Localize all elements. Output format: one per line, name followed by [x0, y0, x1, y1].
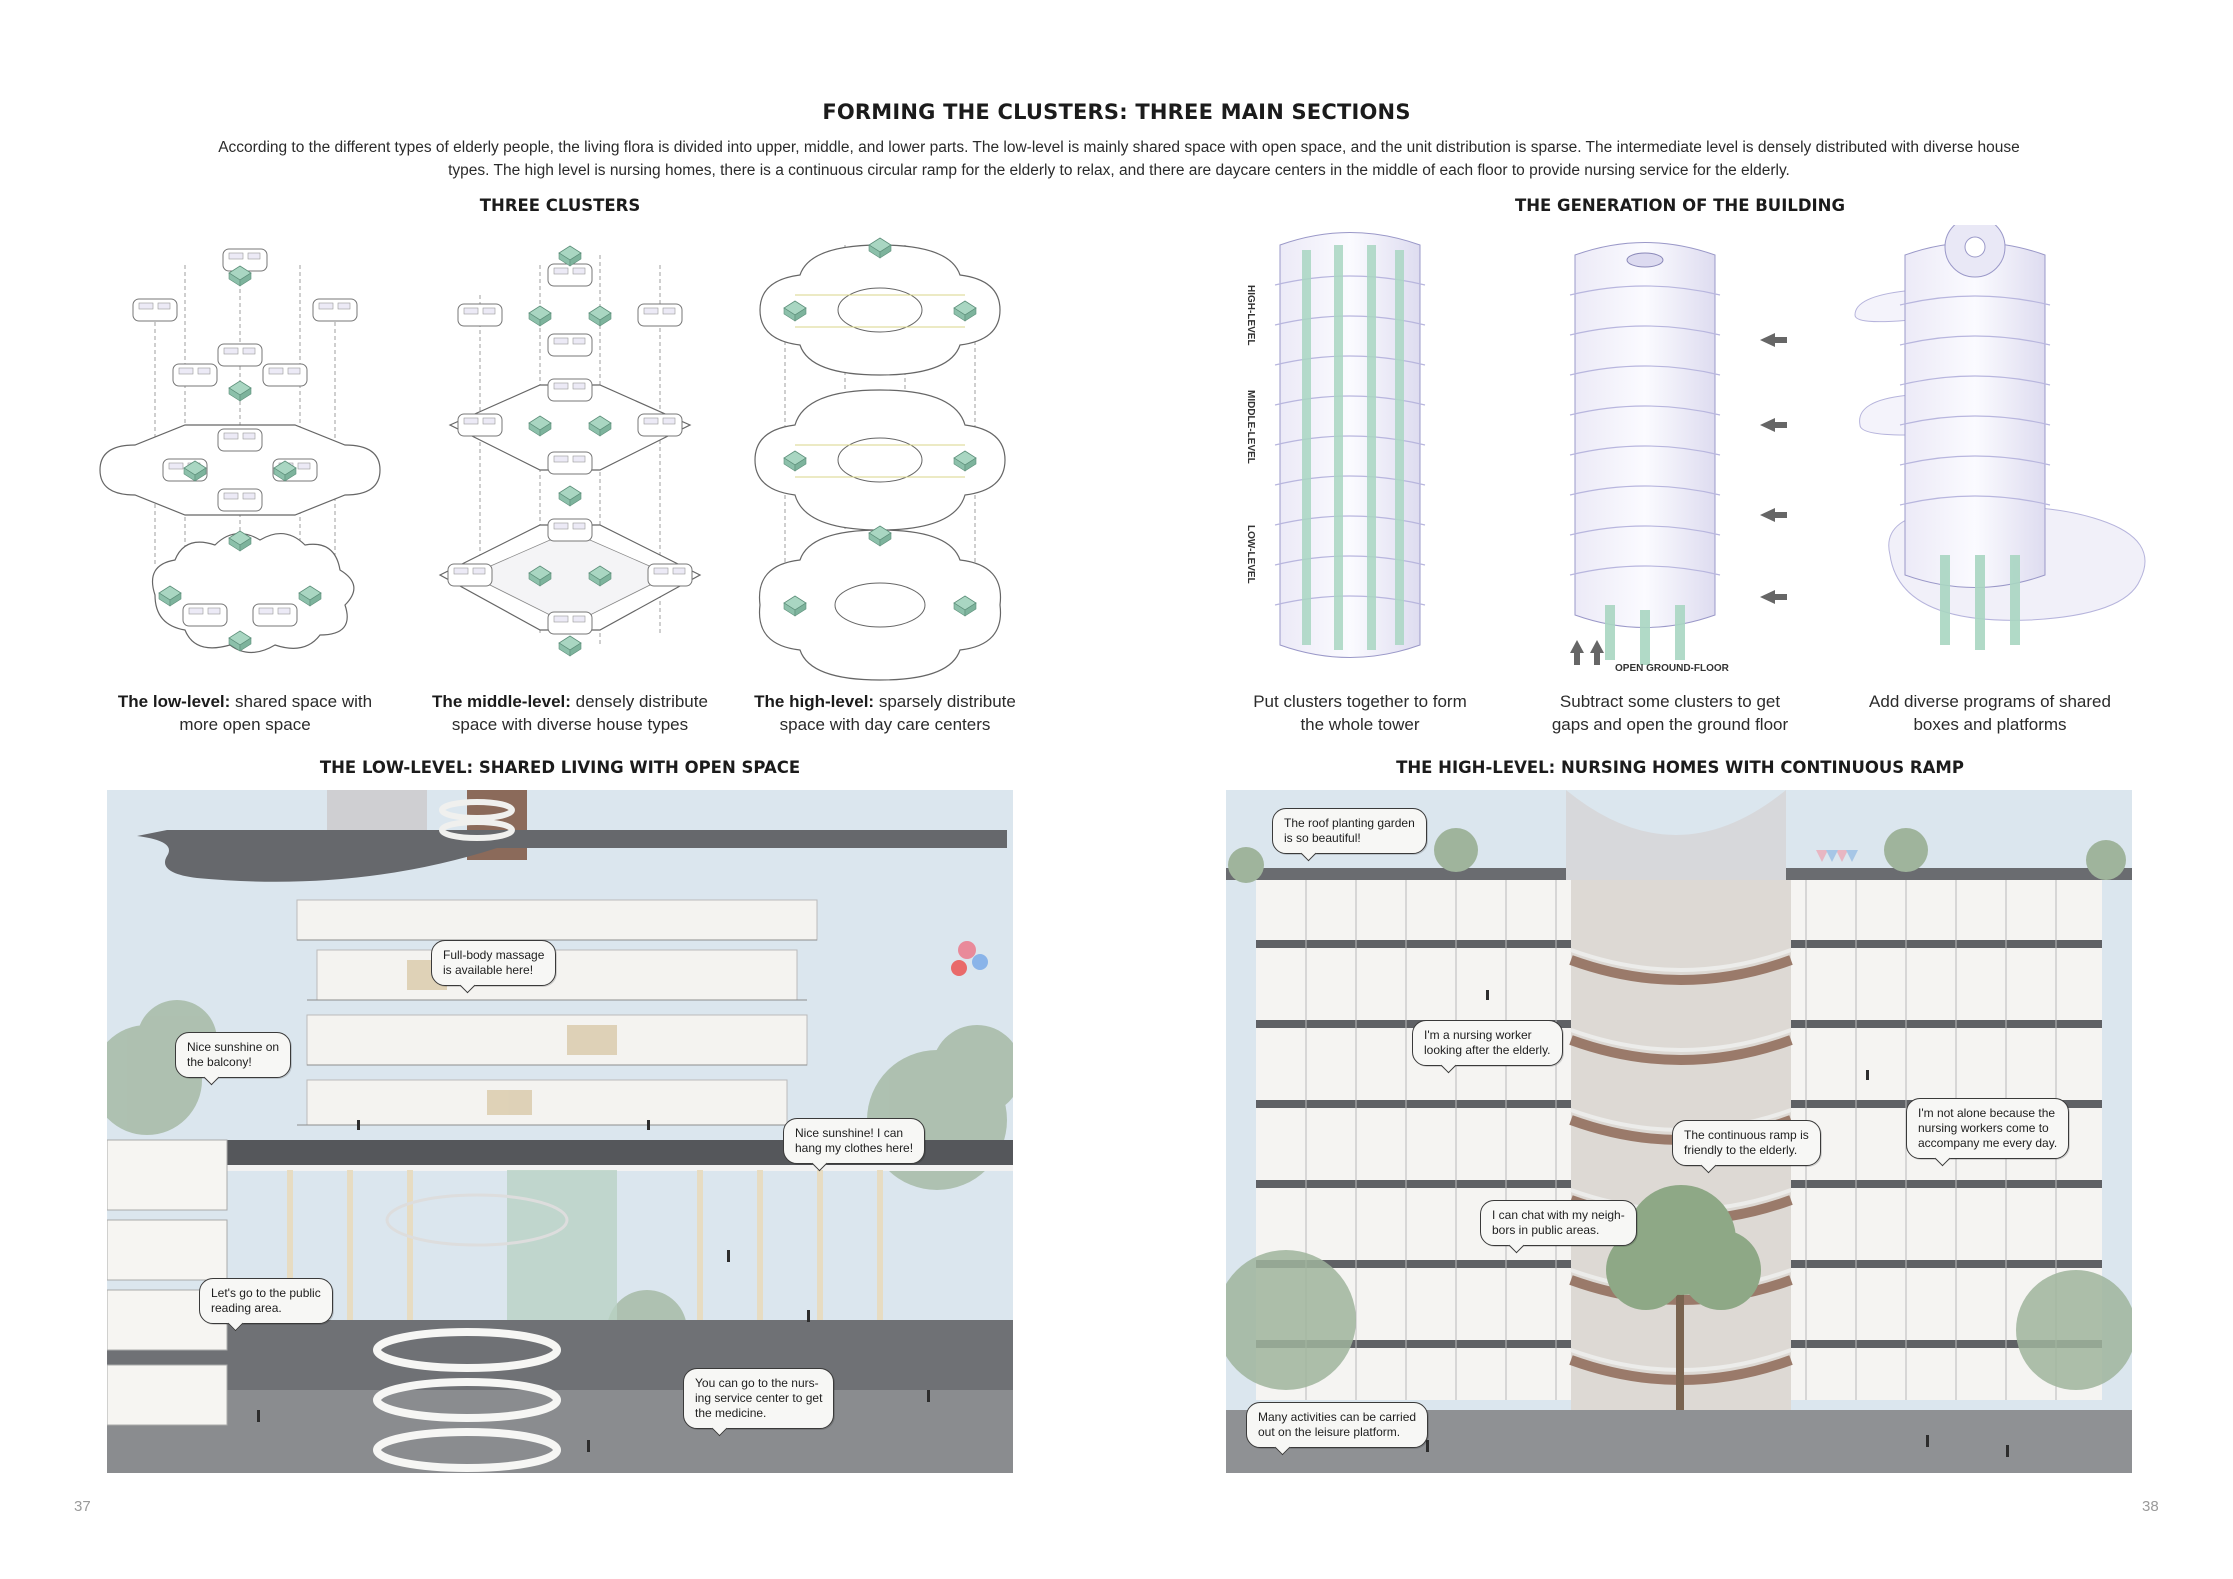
not-alone-bubble-line1: I'm not alone because the	[1918, 1106, 2056, 1120]
high-level-caption-bold: The high-level:	[754, 692, 875, 711]
nursing-service-bubble-line2: ing service center to get	[695, 1391, 823, 1405]
reading-bubble	[199, 1278, 333, 1324]
nursing-service-bubble-line1: You can go to the nurs-	[695, 1376, 819, 1390]
not-alone-bubble	[1906, 1098, 2069, 1159]
generation-caption-1-line2: the whole tower	[1300, 715, 1420, 734]
generation-caption-3	[1835, 690, 2145, 736]
continuous-ramp-bubble-line1: The continuous ramp is	[1684, 1128, 1809, 1142]
low-level-caption-text: shared space with	[230, 692, 373, 711]
intro-line-2: types. The high level is nursing homes, there is a continuous circular ramp for the elderly to relax, and there are daycare centers in the middle of each floor to provide nursing service for the elderly.	[448, 162, 1790, 179]
open-ground-floor-label: OPEN GROUND-FLOOR	[1615, 663, 1729, 674]
balcony-bubble	[175, 1032, 291, 1078]
tower-whole-diagram	[1275, 233, 1425, 658]
low-level-heading: THE LOW-LEVEL: SHARED LIVING WITH OPEN SPACE	[319, 758, 801, 777]
low-level-section-render	[107, 790, 1013, 1473]
page-number-left: 37	[74, 1498, 91, 1515]
leisure-platform-bubble	[1246, 1402, 1428, 1448]
chat-neighbors-bubble-line2: bors in public areas.	[1492, 1223, 1600, 1237]
generation-caption-2-line2: gaps and open the ground floor	[1551, 715, 1789, 734]
reading-bubble-line1: Let's go to the public	[211, 1286, 321, 1300]
nursing-worker-bubble-line1: I'm a nursing worker	[1424, 1028, 1532, 1042]
three-clusters-diagrams	[95, 235, 1125, 685]
middle-level-caption-bold: The middle-level:	[432, 692, 571, 711]
generation-caption-3-line2: boxes and platforms	[1913, 715, 2067, 734]
high-level-section-render	[1226, 790, 2132, 1473]
not-alone-bubble-line2: nursing workers come to	[1918, 1121, 2049, 1135]
intro-line-1: According to the different types of elderly people, the living flora is divided into upper, middle, and lower parts. The low-level is mainly shared space with open space, and the unit distribution is sparse. The intermediate level is densely distributed with diverse house	[218, 139, 2020, 156]
massage-bubble-line2: is available here!	[443, 963, 534, 977]
leisure-platform-bubble-line1: Many activities can be carried	[1258, 1410, 1417, 1424]
middle-level-cluster-diagram	[440, 246, 700, 656]
middle-level-caption-line2: space with diverse house types	[451, 715, 689, 734]
generation-caption-2-line1: Subtract some clusters to get	[1559, 692, 1781, 711]
middle-level-caption-text: densely distribute	[570, 692, 708, 711]
not-alone-bubble-line3: accompany me every day.	[1918, 1136, 2058, 1150]
generation-caption-1	[1210, 690, 1510, 736]
roof-garden-bubble	[1272, 808, 1427, 854]
high-level-caption	[735, 690, 1035, 736]
chat-neighbors-bubble-line1: I can chat with my neigh-	[1492, 1208, 1625, 1222]
nursing-service-bubble-line3: the medicine.	[695, 1406, 767, 1420]
low-level-caption	[100, 690, 390, 736]
intro-paragraph	[104, 136, 2134, 182]
three-clusters-heading: THREE CLUSTERS	[479, 196, 641, 215]
balcony-bubble-line2: the balcony!	[187, 1055, 252, 1069]
middle-level-caption	[420, 690, 720, 736]
nursing-worker-bubble-line2: looking after the elderly.	[1424, 1043, 1551, 1057]
leisure-platform-bubble-line2: out on the leisure platform.	[1258, 1425, 1401, 1439]
generation-caption-2	[1520, 690, 1820, 736]
generation-caption-1-line1: Put clusters together to form	[1253, 692, 1467, 711]
low-level-caption-bold: The low-level:	[117, 692, 231, 711]
clothes-bubble-line2: hang my clothes here!	[795, 1141, 914, 1155]
middle-level-label: MIDDLE-LEVEL	[1245, 390, 1256, 464]
clothes-bubble	[783, 1118, 925, 1164]
high-level-heading: THE HIGH-LEVEL: NURSING HOMES WITH CONTINUOUS RAMP	[1396, 758, 1964, 777]
page-title: FORMING THE CLUSTERS: THREE MAIN SECTIONS	[822, 100, 1411, 124]
massage-bubble	[431, 940, 556, 986]
tower-programs-diagram	[1855, 225, 2145, 650]
high-level-cluster-diagram	[755, 238, 1005, 680]
reading-bubble-line2: reading area.	[211, 1301, 282, 1315]
low-level-caption-line2: more open space	[179, 715, 311, 734]
low-level-cluster-diagram	[100, 249, 380, 653]
generation-heading: THE GENERATION OF THE BUILDING	[1514, 196, 1846, 215]
high-level-caption-line2: space with day care centers	[779, 715, 991, 734]
nursing-service-bubble	[683, 1368, 834, 1429]
chat-neighbors-bubble	[1480, 1200, 1637, 1246]
continuous-ramp-bubble	[1672, 1120, 1821, 1166]
continuous-ramp-bubble-line2: friendly to the elderly.	[1684, 1143, 1798, 1157]
high-level-caption-text: sparsely distribute	[874, 692, 1016, 711]
roof-garden-bubble-line2: is so beautiful!	[1284, 831, 1361, 845]
tower-subtracted-diagram	[1570, 243, 1787, 675]
nursing-worker-bubble	[1412, 1020, 1563, 1066]
clothes-bubble-line1: Nice sunshine! I can	[795, 1126, 904, 1140]
low-level-label: LOW-LEVEL	[1245, 525, 1256, 584]
balcony-bubble-line1: Nice sunshine on	[187, 1040, 280, 1054]
page-number-right: 38	[2142, 1498, 2159, 1515]
generation-caption-3-line1: Add diverse programs of shared	[1869, 692, 2111, 711]
massage-bubble-line1: Full-body massage	[443, 948, 545, 962]
generation-diagrams	[1230, 225, 2160, 685]
roof-garden-bubble-line1: The roof planting garden	[1284, 816, 1415, 830]
high-level-label: HIGH-LEVEL	[1245, 285, 1256, 346]
